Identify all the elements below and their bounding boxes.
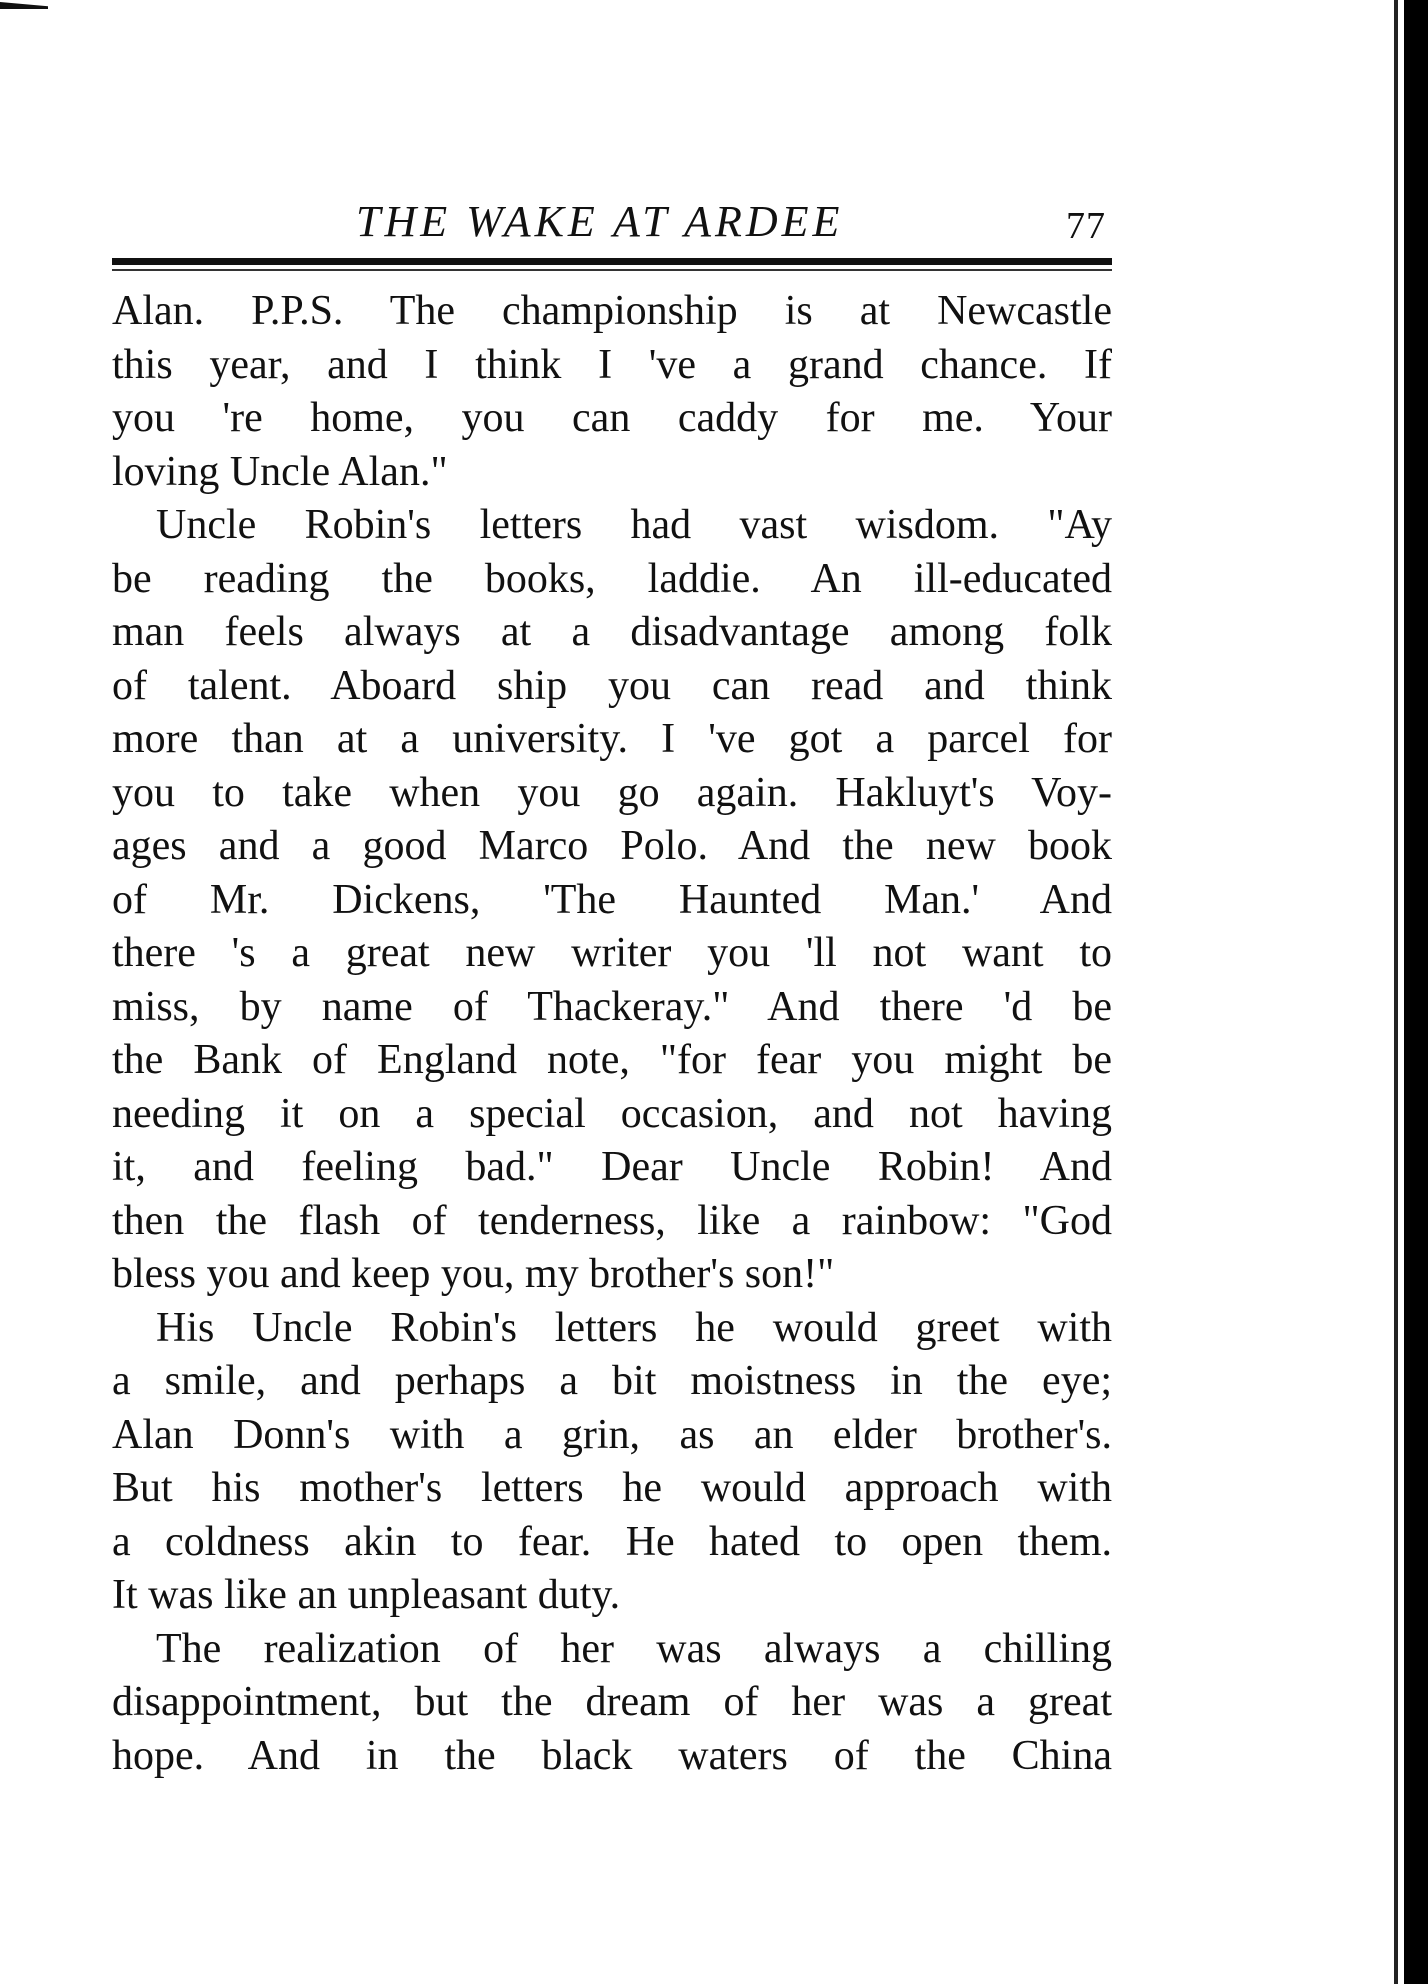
text-line: you 're home, you can caddy for me. Your [112,395,1112,441]
text-line: of talent. Aboard ship you can read and think [112,662,1112,709]
text-line: you to take when you go again. Hakluyt's Voy- [112,769,1112,816]
scan-edge-shadow [1404,0,1428,1984]
text-line: it, and feeling bad." Dear Uncle Robin! And [112,1144,1112,1190]
text-line: of Mr. Dickens, 'The Haunted Man.' And [112,876,1112,923]
text-line: Alan. P.P.S. The championship is at Newcastle [112,288,1112,334]
text-line: needing it on a special occasion, and not having [112,1090,1112,1137]
text-line: a smile, and perhaps a bit moistness in the eye; [112,1358,1112,1404]
text-line: The realization of her was always a chilling [156,1625,1112,1672]
running-header [112,190,1112,250]
scan-edge-line [1394,0,1398,1984]
text-line: hope. And in the black waters of the China [112,1732,1112,1779]
text-line: the Bank of England note, "for fear you might be [112,1037,1112,1083]
page-number: 77 [1066,205,1106,247]
body-text [112,285,1112,1783]
text-line: this year, and I think I 've a grand chance. If [112,341,1112,388]
text-line: be reading the books, laddie. An ill-educated [112,555,1112,602]
text-line: a coldness akin to fear. He hated to open them. [112,1518,1112,1565]
text-line: disappointment, but the dream of her was a great [112,1679,1112,1725]
text-line: His Uncle Robin's letters he would greet with [156,1304,1112,1351]
text-line: Alan Donn's with a grin, as an elder brother's. [112,1411,1112,1458]
header-rule-thin [112,269,1112,271]
text-line: But his mother's letters he would approach with [112,1465,1112,1511]
scan-corner-mark [0,2,48,9]
text-line: there 's a great new writer you 'll not want to [112,930,1112,976]
text-line: more than at a university. I 've got a parcel for [112,716,1112,762]
text-line: It was like an unpleasant duty. [112,1572,621,1618]
text-line: then the flash of tenderness, like a rainbow: "God [112,1197,1112,1244]
text-line: ages and a good Marco Polo. And the new book [112,823,1112,869]
text-line: miss, by name of Thackeray." And there 'd be [112,983,1112,1030]
text-line: Uncle Robin's letters had vast wisdom. "Ay [156,502,1112,548]
running-title: THE WAKE AT ARDEE [356,197,844,246]
header-rule-thick [112,258,1112,265]
text-line: man feels always at a disadvantage among folk [112,609,1112,655]
text-line: loving Uncle Alan." [112,448,448,495]
text-line: bless you and keep you, my brother's son!" [112,1251,835,1297]
